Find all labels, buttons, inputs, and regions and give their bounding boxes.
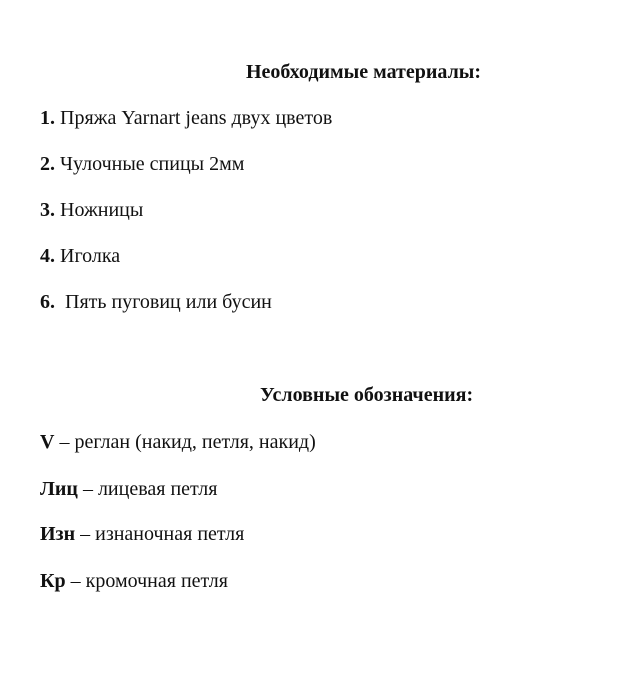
item-text: Пряжа Yarnart jeans двух цветов	[55, 107, 333, 129]
legend-text: – реглан (накид, петля, накид)	[54, 431, 316, 453]
item-text: Ножницы	[55, 199, 144, 221]
legend-key: Кр	[40, 570, 66, 592]
legend-text: – лицевая петля	[77, 478, 218, 500]
legend-text: – кромочная петля	[65, 570, 228, 592]
item-number: 1.	[40, 107, 55, 129]
item-number: 6.	[40, 291, 55, 313]
materials-item	[40, 107, 332, 130]
item-text: Пять пуговиц или бусин	[55, 291, 272, 313]
item-number: 3.	[40, 199, 55, 221]
legend-item	[40, 523, 244, 546]
legend-item	[40, 431, 316, 454]
legend-key: Лиц	[40, 478, 78, 500]
materials-item	[40, 291, 272, 314]
item-text: Чулочные спицы 2мм	[55, 153, 245, 175]
legend-key: Изн	[40, 523, 76, 545]
legend-item	[40, 478, 217, 501]
item-number: 2.	[40, 153, 55, 175]
legend-heading: Условные обозначения:	[260, 384, 474, 406]
item-number: 4.	[40, 245, 55, 267]
materials-item	[40, 153, 244, 176]
materials-item	[40, 199, 143, 222]
legend-key: V	[40, 431, 55, 453]
legend-item	[40, 570, 228, 593]
item-text: Иголка	[55, 245, 121, 267]
materials-item	[40, 245, 120, 268]
legend-text: – изнаночная петля	[75, 523, 245, 545]
materials-heading: Необходимые материалы:	[246, 61, 482, 83]
